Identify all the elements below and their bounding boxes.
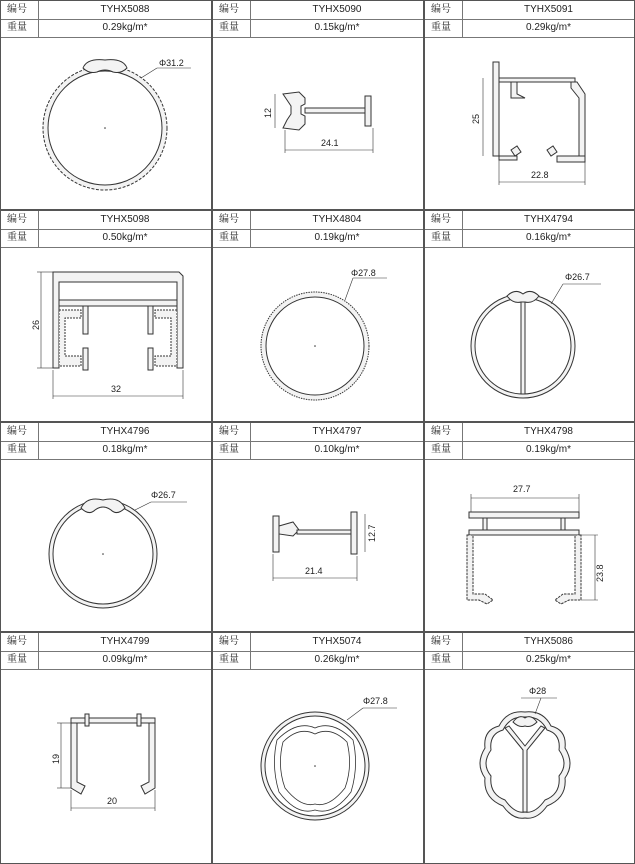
dimension-height-label: 19 bbox=[51, 753, 61, 764]
dimension-label: Φ26.7 bbox=[151, 490, 176, 500]
profile-card bbox=[0, 210, 212, 422]
code-row bbox=[1, 1, 211, 20]
weight-label: 重量 bbox=[425, 19, 463, 37]
weight-row bbox=[213, 651, 423, 670]
code-row bbox=[213, 211, 423, 230]
dimension-width-label: 27.7 bbox=[513, 484, 531, 494]
profile-drawing-knurled-tube bbox=[213, 248, 423, 421]
dimension-height-label: 12.7 bbox=[367, 524, 377, 542]
dimension-label: Φ27.8 bbox=[363, 696, 388, 706]
profile-weight: 0.16kg/m* bbox=[525, 232, 572, 243]
profile-card bbox=[0, 632, 212, 864]
code-label: 编号 bbox=[213, 423, 251, 441]
profile-code: TYHX4794 bbox=[524, 214, 573, 225]
profile-drawing-split-tube bbox=[425, 248, 634, 421]
dimension-height-label: 23.8 bbox=[595, 564, 605, 582]
code-label: 编号 bbox=[1, 633, 39, 651]
weight-label: 重量 bbox=[425, 651, 463, 669]
profile-code: TYHX5088 bbox=[100, 4, 150, 15]
profile-card bbox=[212, 632, 424, 864]
weight-row bbox=[213, 441, 423, 460]
code-row bbox=[1, 211, 211, 230]
profile-drawing-rect-section bbox=[1, 248, 211, 421]
code-label: 编号 bbox=[425, 1, 463, 19]
profile-code: TYHX5074 bbox=[312, 636, 362, 647]
dimension-height-label: 26 bbox=[31, 319, 41, 330]
profile-drawing-round-tube bbox=[1, 460, 211, 631]
profile-weight: 0.15kg/m* bbox=[314, 22, 360, 33]
code-row bbox=[425, 1, 634, 20]
weight-row bbox=[1, 651, 211, 670]
weight-row bbox=[213, 19, 423, 38]
weight-row bbox=[1, 441, 211, 460]
profile-code: TYHX5098 bbox=[100, 214, 150, 225]
profile-weight: 0.29kg/m* bbox=[102, 22, 148, 33]
code-row bbox=[213, 423, 423, 442]
profile-drawing-channel-section bbox=[1, 670, 211, 863]
code-label: 编号 bbox=[425, 211, 463, 229]
profile-drawing-lobed-tube bbox=[213, 670, 423, 863]
profile-weight: 0.10kg/m* bbox=[314, 444, 360, 455]
dimension-width-label: 21.4 bbox=[305, 566, 323, 576]
dimension-width-label: 20 bbox=[107, 796, 118, 806]
profile-weight: 0.19kg/m* bbox=[314, 232, 360, 243]
profile-card bbox=[424, 0, 635, 210]
profile-code: TYHX5090 bbox=[312, 4, 362, 15]
code-label: 编号 bbox=[213, 633, 251, 651]
code-row bbox=[213, 633, 423, 652]
weight-label: 重量 bbox=[1, 229, 39, 247]
profile-code: TYHX5086 bbox=[524, 636, 573, 647]
weight-row bbox=[425, 229, 634, 248]
weight-label: 重量 bbox=[1, 651, 39, 669]
profile-card bbox=[212, 0, 424, 210]
weight-label: 重量 bbox=[213, 651, 251, 669]
profile-drawing-round-tube bbox=[1, 38, 211, 209]
weight-row bbox=[425, 651, 634, 670]
profile-drawing-t-connector bbox=[213, 38, 423, 209]
profile-code: TYHX4796 bbox=[100, 426, 150, 437]
profile-card bbox=[212, 422, 424, 632]
code-label: 编号 bbox=[1, 1, 39, 19]
profile-drawing-channel-section bbox=[425, 460, 634, 631]
profile-drawing-box-section bbox=[425, 38, 634, 209]
dimension-width-label: 24.1 bbox=[321, 138, 339, 148]
code-label: 编号 bbox=[1, 211, 39, 229]
profile-weight: 0.18kg/m* bbox=[102, 444, 148, 455]
profile-card bbox=[212, 210, 424, 422]
profile-code: TYHX4804 bbox=[312, 214, 362, 225]
dimension-label: Φ31.2 bbox=[159, 58, 184, 68]
profile-weight: 0.09kg/m* bbox=[102, 654, 148, 665]
profile-code: TYHX5091 bbox=[524, 4, 573, 15]
dimension-height-label: 12 bbox=[263, 107, 273, 118]
weight-row bbox=[425, 441, 634, 460]
weight-row bbox=[1, 229, 211, 248]
profile-code: TYHX4798 bbox=[524, 426, 573, 437]
code-row bbox=[1, 423, 211, 442]
profile-drawing-y-tube bbox=[425, 670, 634, 863]
profile-code: TYHX4797 bbox=[312, 426, 362, 437]
code-row bbox=[1, 633, 211, 652]
profile-code: TYHX4799 bbox=[100, 636, 150, 647]
dimension-width-label: 32 bbox=[111, 384, 122, 394]
weight-row bbox=[425, 19, 634, 38]
profile-weight: 0.26kg/m* bbox=[314, 654, 360, 665]
dimension-width-label: 22.8 bbox=[531, 170, 549, 180]
profile-card bbox=[0, 422, 212, 632]
weight-row bbox=[213, 229, 423, 248]
profile-card bbox=[424, 422, 635, 632]
code-label: 编号 bbox=[213, 211, 251, 229]
profile-card bbox=[424, 210, 635, 422]
profile-weight: 0.50kg/m* bbox=[102, 232, 148, 243]
weight-label: 重量 bbox=[425, 441, 463, 459]
weight-label: 重量 bbox=[213, 441, 251, 459]
profile-drawing-t-connector bbox=[213, 460, 423, 631]
profile-weight: 0.29kg/m* bbox=[525, 22, 572, 33]
weight-label: 重量 bbox=[425, 229, 463, 247]
code-label: 编号 bbox=[425, 423, 463, 441]
weight-label: 重量 bbox=[1, 19, 39, 37]
profile-weight: 0.19kg/m* bbox=[525, 444, 572, 455]
profile-weight: 0.25kg/m* bbox=[525, 654, 572, 665]
weight-label: 重量 bbox=[213, 19, 251, 37]
code-label: 编号 bbox=[213, 1, 251, 19]
code-row bbox=[425, 423, 634, 442]
weight-label: 重量 bbox=[213, 229, 251, 247]
code-row bbox=[425, 211, 634, 230]
dimension-label: Φ26.7 bbox=[565, 272, 590, 282]
dimension-label: Φ28 bbox=[529, 686, 547, 696]
profile-card bbox=[0, 0, 212, 210]
code-row bbox=[425, 633, 634, 652]
weight-label: 重量 bbox=[1, 441, 39, 459]
code-row bbox=[213, 1, 423, 20]
profile-card bbox=[424, 632, 635, 864]
code-label: 编号 bbox=[1, 423, 39, 441]
dimension-height-label: 25 bbox=[471, 113, 481, 124]
dimension-label: Φ27.8 bbox=[351, 268, 376, 278]
code-label: 编号 bbox=[425, 633, 463, 651]
weight-row bbox=[1, 19, 211, 38]
